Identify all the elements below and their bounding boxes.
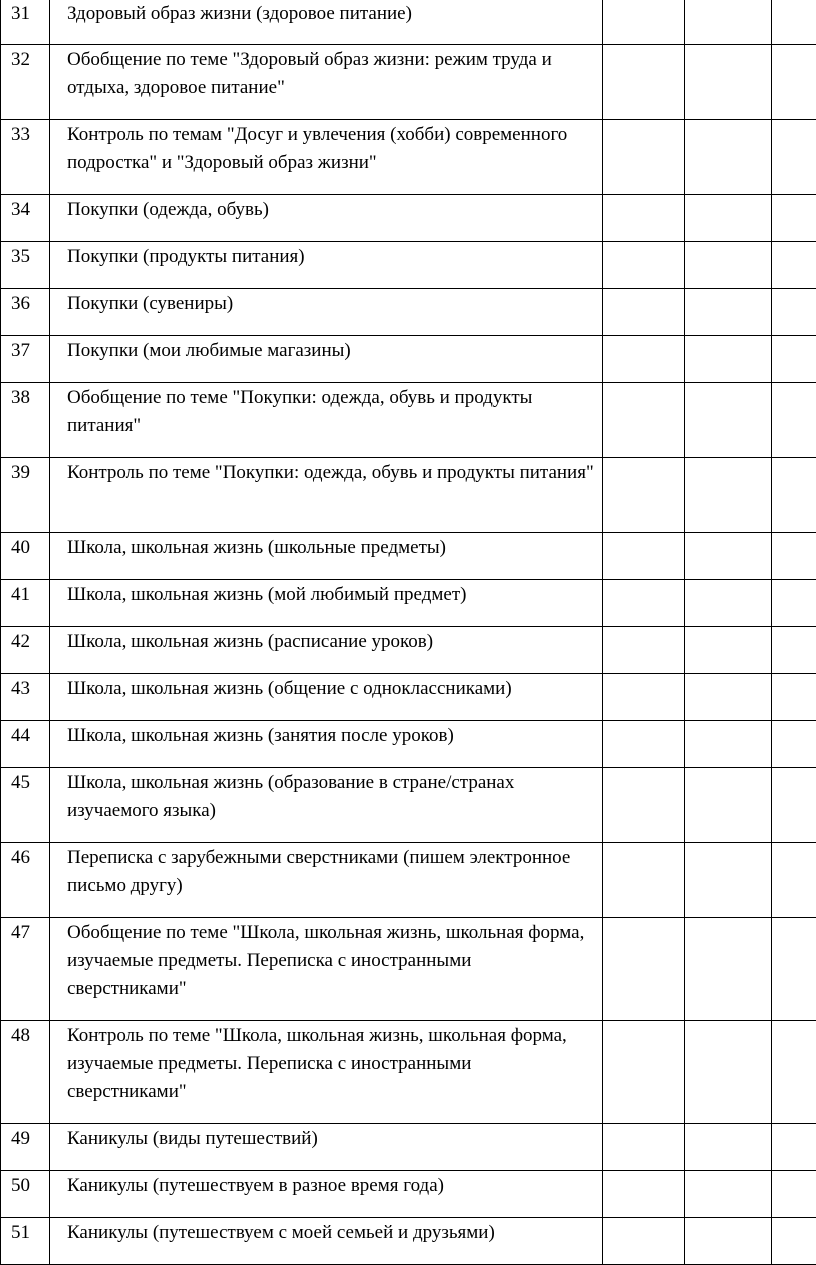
- lesson-topic: Обобщение по теме "Здоровый образ жизни: режим труда и отдыха, здоровое питание": [50, 45, 603, 120]
- empty-cell-1: [603, 721, 685, 768]
- table-row: [1, 383, 816, 458]
- lesson-topic: Школа, школьная жизнь (занятия после уроков): [50, 721, 603, 768]
- empty-cell-1: [603, 383, 685, 458]
- empty-cell-2: [685, 120, 772, 195]
- table-row: [1, 843, 816, 918]
- lesson-topic: Контроль по теме "Покупки: одежда, обувь и продукты питания": [50, 458, 603, 533]
- empty-cell-3: [772, 120, 816, 195]
- lesson-number: 33: [1, 120, 50, 195]
- lesson-number: 46: [1, 843, 50, 918]
- empty-cell-1: [603, 1218, 685, 1265]
- table-row: [1, 721, 816, 768]
- lesson-topic: Переписка с зарубежными сверстниками (пишем электронное письмо другу): [50, 843, 603, 918]
- empty-cell-2: [685, 383, 772, 458]
- empty-cell-1: [603, 1171, 685, 1218]
- lesson-number: 32: [1, 45, 50, 120]
- lesson-topic: Покупки (одежда, обувь): [50, 195, 603, 242]
- empty-cell-2: [685, 768, 772, 843]
- lesson-topic: Школа, школьная жизнь (общение с одноклассниками): [50, 674, 603, 721]
- table-row: [1, 336, 816, 383]
- empty-cell-3: [772, 1124, 816, 1171]
- lesson-number: 51: [1, 1218, 50, 1265]
- lesson-topic: Здоровый образ жизни (здоровое питание): [50, 0, 603, 45]
- lesson-topic: Школа, школьная жизнь (мой любимый предмет): [50, 580, 603, 627]
- lesson-topic: Покупки (сувениры): [50, 289, 603, 336]
- empty-cell-2: [685, 1171, 772, 1218]
- empty-cell-2: [685, 918, 772, 1021]
- empty-cell-1: [603, 1021, 685, 1124]
- lesson-number: 36: [1, 289, 50, 336]
- lesson-number: 41: [1, 580, 50, 627]
- table-row: [1, 0, 816, 45]
- lesson-topic: Обобщение по теме "Покупки: одежда, обувь и продукты питания": [50, 383, 603, 458]
- table-row: [1, 627, 816, 674]
- lesson-topic: Каникулы (виды путешествий): [50, 1124, 603, 1171]
- empty-cell-2: [685, 0, 772, 45]
- table-row: [1, 120, 816, 195]
- lesson-topic: Покупки (продукты питания): [50, 242, 603, 289]
- empty-cell-1: [603, 242, 685, 289]
- table-row: [1, 768, 816, 843]
- empty-cell-2: [685, 1021, 772, 1124]
- empty-cell-1: [603, 1124, 685, 1171]
- empty-cell-1: [603, 843, 685, 918]
- lesson-number: 35: [1, 242, 50, 289]
- table-row: [1, 533, 816, 580]
- lesson-topic: Школа, школьная жизнь (образование в стране/странах изучаемого языка): [50, 768, 603, 843]
- empty-cell-3: [772, 843, 816, 918]
- lesson-topic: Каникулы (путешествуем с моей семьей и друзьями): [50, 1218, 603, 1265]
- empty-cell-1: [603, 45, 685, 120]
- lesson-number: 43: [1, 674, 50, 721]
- lesson-number: 40: [1, 533, 50, 580]
- empty-cell-2: [685, 195, 772, 242]
- empty-cell-1: [603, 336, 685, 383]
- lesson-number: 45: [1, 768, 50, 843]
- table-row: [1, 195, 816, 242]
- lesson-topic: Контроль по теме "Школа, школьная жизнь, школьная форма, изучаемые предметы. Переписка с иностранными сверстниками": [50, 1021, 603, 1124]
- lesson-number: 42: [1, 627, 50, 674]
- lesson-number: 50: [1, 1171, 50, 1218]
- lesson-plan-body: [1, 0, 816, 1265]
- empty-cell-2: [685, 1218, 772, 1265]
- lesson-topic: Обобщение по теме "Школа, школьная жизнь, школьная форма, изучаемые предметы. Переписка с иностранными сверстниками": [50, 918, 603, 1021]
- table-row: [1, 580, 816, 627]
- empty-cell-2: [685, 580, 772, 627]
- empty-cell-1: [603, 918, 685, 1021]
- empty-cell-3: [772, 580, 816, 627]
- empty-cell-3: [772, 768, 816, 843]
- empty-cell-3: [772, 383, 816, 458]
- empty-cell-2: [685, 627, 772, 674]
- lesson-number: 31: [1, 0, 50, 45]
- table-row: [1, 1124, 816, 1171]
- lesson-number: 49: [1, 1124, 50, 1171]
- table-row: [1, 45, 816, 120]
- empty-cell-3: [772, 1171, 816, 1218]
- lesson-number: 39: [1, 458, 50, 533]
- empty-cell-3: [772, 289, 816, 336]
- empty-cell-3: [772, 0, 816, 45]
- empty-cell-2: [685, 45, 772, 120]
- empty-cell-3: [772, 1021, 816, 1124]
- empty-cell-3: [772, 195, 816, 242]
- table-row: [1, 674, 816, 721]
- empty-cell-2: [685, 242, 772, 289]
- empty-cell-1: [603, 627, 685, 674]
- empty-cell-2: [685, 289, 772, 336]
- empty-cell-2: [685, 674, 772, 721]
- table-row: [1, 242, 816, 289]
- empty-cell-2: [685, 721, 772, 768]
- lesson-topic: Контроль по темам "Досуг и увлечения (хобби) современного подростка" и "Здоровый образ жизни": [50, 120, 603, 195]
- table-row: [1, 458, 816, 533]
- empty-cell-1: [603, 458, 685, 533]
- lesson-topic: Каникулы (путешествуем в разное время года): [50, 1171, 603, 1218]
- empty-cell-1: [603, 120, 685, 195]
- empty-cell-1: [603, 195, 685, 242]
- empty-cell-3: [772, 458, 816, 533]
- empty-cell-1: [603, 768, 685, 843]
- empty-cell-2: [685, 458, 772, 533]
- empty-cell-3: [772, 45, 816, 120]
- empty-cell-1: [603, 580, 685, 627]
- empty-cell-3: [772, 1218, 816, 1265]
- lesson-topic: Школа, школьная жизнь (школьные предметы): [50, 533, 603, 580]
- empty-cell-1: [603, 289, 685, 336]
- lesson-number: 48: [1, 1021, 50, 1124]
- empty-cell-2: [685, 336, 772, 383]
- empty-cell-3: [772, 336, 816, 383]
- table-row: [1, 1218, 816, 1265]
- empty-cell-3: [772, 242, 816, 289]
- empty-cell-2: [685, 1124, 772, 1171]
- table-row: [1, 1021, 816, 1124]
- empty-cell-2: [685, 533, 772, 580]
- table-row: [1, 918, 816, 1021]
- lesson-number: 34: [1, 195, 50, 242]
- lesson-number: 47: [1, 918, 50, 1021]
- lesson-number: 37: [1, 336, 50, 383]
- table-row: [1, 1171, 816, 1218]
- lesson-number: 44: [1, 721, 50, 768]
- lesson-topic: Покупки (мои любимые магазины): [50, 336, 603, 383]
- empty-cell-3: [772, 918, 816, 1021]
- empty-cell-3: [772, 533, 816, 580]
- empty-cell-1: [603, 674, 685, 721]
- empty-cell-3: [772, 721, 816, 768]
- empty-cell-2: [685, 843, 772, 918]
- lesson-number: 38: [1, 383, 50, 458]
- empty-cell-3: [772, 627, 816, 674]
- table-row: [1, 289, 816, 336]
- empty-cell-1: [603, 533, 685, 580]
- lesson-topic: Школа, школьная жизнь (расписание уроков): [50, 627, 603, 674]
- empty-cell-3: [772, 674, 816, 721]
- empty-cell-1: [603, 0, 685, 45]
